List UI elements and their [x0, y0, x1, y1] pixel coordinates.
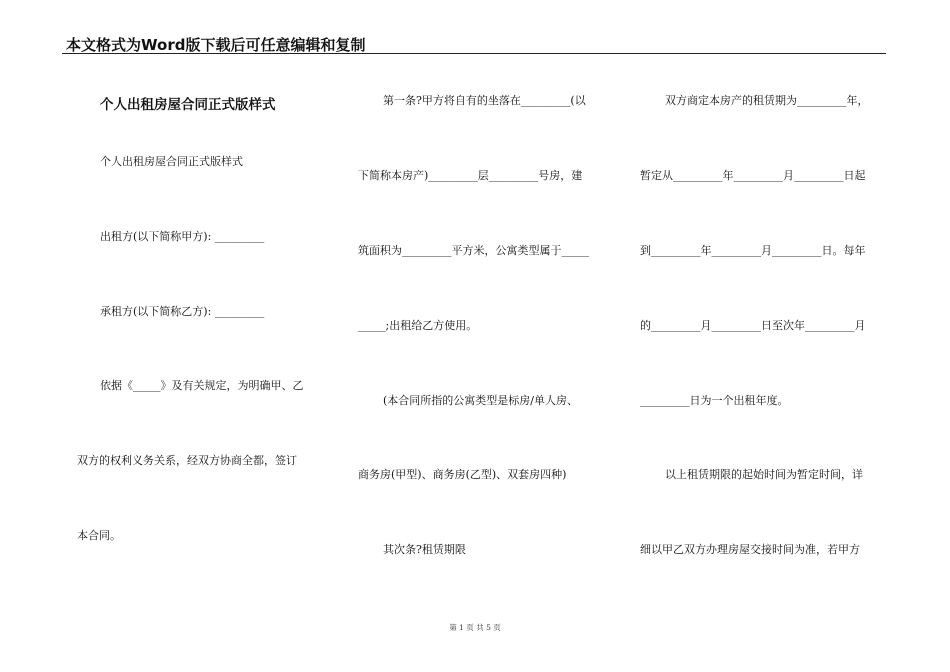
col3-line-5: _________日为一个出租年度。	[640, 394, 789, 407]
col2-line-2: 下简称本房产)_________层_________号房，建	[358, 169, 583, 182]
col2-line-6: 商务房(甲型)、商务房(乙型)、双套房四种)	[358, 468, 567, 481]
col2-line-5: (本合同所指的公寓类型是标房/单人房、	[383, 394, 578, 407]
header-divider	[62, 53, 886, 54]
col3-line-3: 到_________年_________月_________日。每年	[640, 244, 866, 257]
col1-line-4: 依据《_____》及有关规定，为明确甲、乙	[100, 379, 304, 392]
col3-line-2: 暂定从_________年_________月_________日起	[640, 169, 866, 182]
col2-line-3: 筑面积为_________平方米，公寓类型属于_____	[358, 244, 589, 257]
col1-line-3: 承租方(以下简称乙方): _________	[100, 305, 265, 318]
document-title: 个人出租房屋合同正式版样式	[100, 97, 276, 113]
col1-line-1: 个人出租房屋合同正式版样式	[100, 155, 243, 168]
col3-line-4: 的_________月_________日至次年_________月	[640, 319, 866, 332]
col2-line-4: _____;出租给乙方使用。	[358, 319, 478, 332]
col2-line-7: 其次条?租赁期限	[383, 543, 466, 556]
col1-line-2: 出租方(以下简称甲方): _________	[100, 230, 265, 243]
col1-line-5: 双方的权利义务关系，经双方协商全都，签订	[77, 454, 297, 467]
col2-line-1: 第一条?甲方将自有的坐落在_________(以	[383, 94, 586, 107]
document-header: 本文格式为Word版下载后可任意编辑和复制	[66, 36, 366, 54]
col3-line-6: 以上租赁期限的起始时间为暂定时间，详	[665, 468, 863, 481]
page-number: 第 1 页 共 5 页	[449, 623, 501, 632]
col3-line-1: 双方商定本房产的租赁期为_________年，	[665, 94, 869, 107]
col1-line-6: 本合同。	[77, 529, 121, 542]
col3-line-7: 细以甲乙双方办理房屋交接时间为准，若甲方	[640, 543, 860, 556]
